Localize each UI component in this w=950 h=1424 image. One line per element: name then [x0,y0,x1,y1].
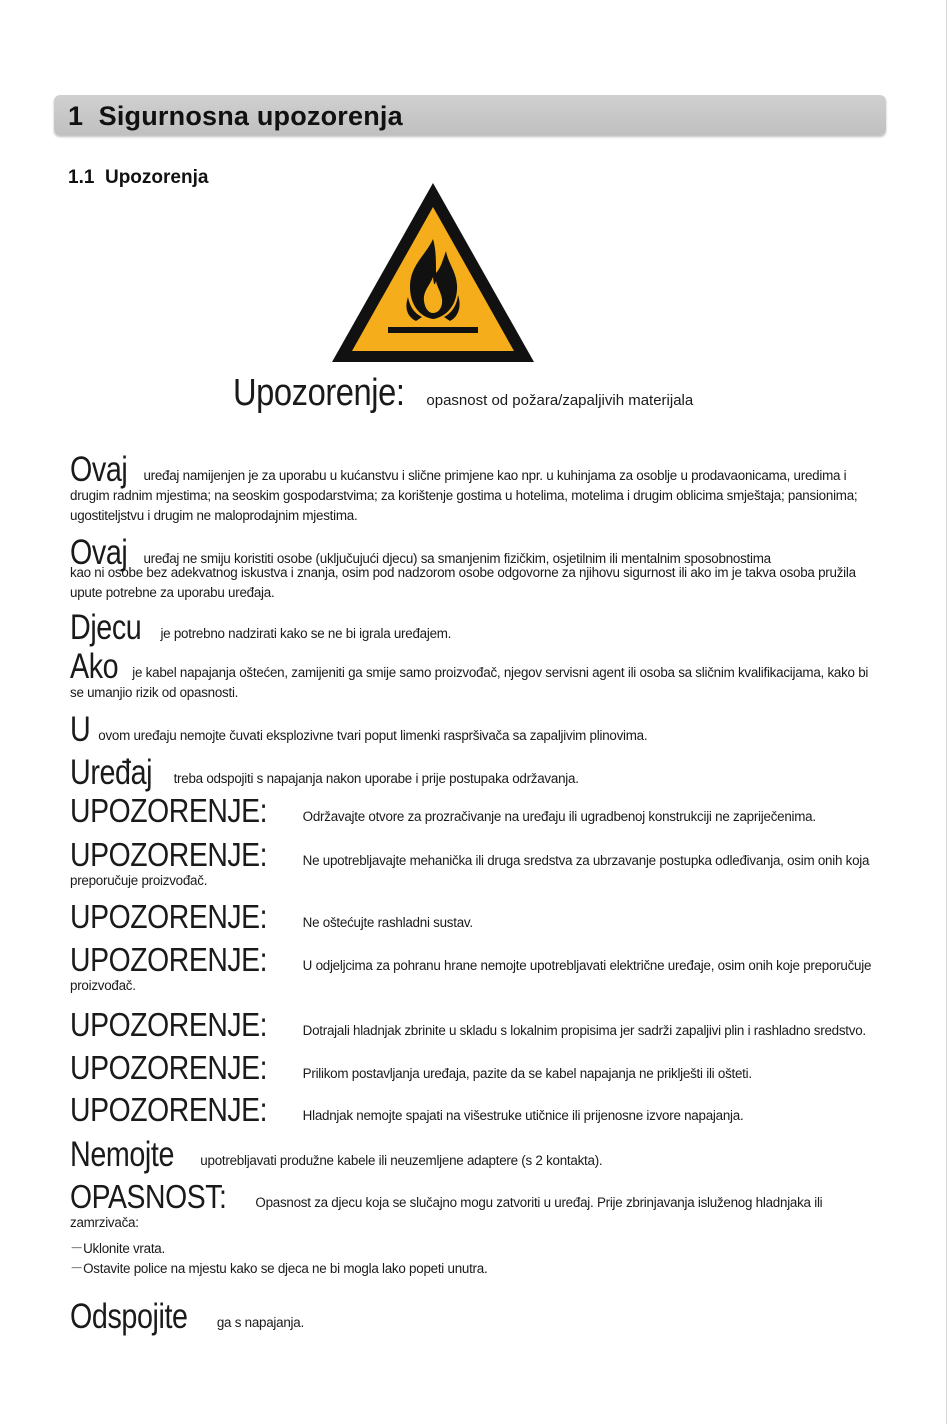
paragraph-nemojte: Nemojte upotrebljavati produžne kabele ili neuzemljene adaptere (s 2 kontakta). [70,1135,603,1174]
warning-item-1: UPOZORENJE: Održavajte otvore za prozračivanje na uređaju ili ugradbenoj konstrukciji ne zapriječenima. [70,792,816,829]
warning-item-3: UPOZORENJE: Ne oštećujte rashladni sustav. [70,898,473,935]
warning-item-5: UPOZORENJE: Dotrajali hladnjak zbrinite u skladu s lokalnim propisima jer sadrži zapaljivi plin i rashladno sredstvo. [70,1006,866,1043]
danger-item: OPASNOST: Opasnost za djecu koja se slučajno mogu zatvoriti u uređaj. Prije zbrinjavanja isluženog hladnjaka ili zamrzivača: －Uklonite vrata. －Ostavite police na mjestu kako se djeca ne bi mogla lako popeti unutra. [70,1182,885,1279]
flammable-hazard-icon [330,181,536,370]
paragraph-2: Ovaj uređaj ne smiju koristiti osobe (uključujući djecu) sa smanjenim fizičkim, osjetilnim ili mentalnim sposobnostima kao ni osobe bez adekvatnog iskustva i znanja, osim pod nadzorom osobe odgovorne za njihovu sigurnost ili ako im je takva osoba pružila upute potrebne za uporabu uređaja. [70,533,856,600]
danger-step-1: －Uklonite vrata. [70,1241,165,1256]
warning-item-7: UPOZORENJE: Hladnjak nemojte spajati na višestruke utičnice ili prijenosne izvore napajanja. [70,1091,744,1128]
subsection-title: 1.1 Upozorenja [68,167,209,188]
paragraph-4: Ako je kabel napajanja oštećen, zamijeniti ga smije samo proizvođač, njegov servisni agent ili osoba sa sličnim kvalifikacijama, kako bi se umanjio rizik od opasnosti. [70,647,869,700]
paragraph-5: U ovom uređaju nemojte čuvati eksplozivne tvari poput limenki raspršivača sa zapaljivim plinovima. [70,710,648,749]
warning-heading: Upozorenje: opasnost od požara/zapaljivih materijala [233,372,694,414]
paragraph-odspojite: Odspojite ga s napajanja. [70,1297,304,1336]
paragraph-6: Uređaj treba odspojiti s napajanja nakon uporabe i prije postupaka održavanja. [70,753,579,792]
warning-item-4: UPOZORENJE: U odjeljcima za pohranu hrane nemojte upotrebljavati električne uređaje, osim onih koje preporučuje proizvođač. [70,941,872,993]
page-edge [946,0,947,1424]
warning-item-6: UPOZORENJE: Prilikom postavljanja uređaja, pazite da se kabel napajanja ne priklješti ili ošteti. [70,1049,752,1086]
warning-item-2: UPOZORENJE: Ne upotrebljavajte mehanička ili druga sredstva za ubrzavanje postupka odleđivanja, osim onih koja preporučuje proizvođač. [70,836,870,888]
danger-step-2: －Ostavite police na mjestu kako se djeca ne bi mogla lako popeti unutra. [70,1261,488,1276]
paragraph-1: Ovaj uređaj namijenjen je za uporabu u kućanstvu i slične primjene kao npr. u kuhinjama za osoblje u prodavaonicama, uredima i drugim radnim mjestima; na seoskim gospodarstvima; za korištenje gostima u hotelima, motelima i drugim oblicima smještaja; pansionima; ugostiteljstvu i drugim ne maloprodajnim mjestima. [70,450,858,523]
paragraph-3: Djecu je potrebno nadzirati kako se ne bi igrala uređajem. [70,608,452,647]
section-title: 1 Sigurnosna upozorenja [68,101,403,131]
